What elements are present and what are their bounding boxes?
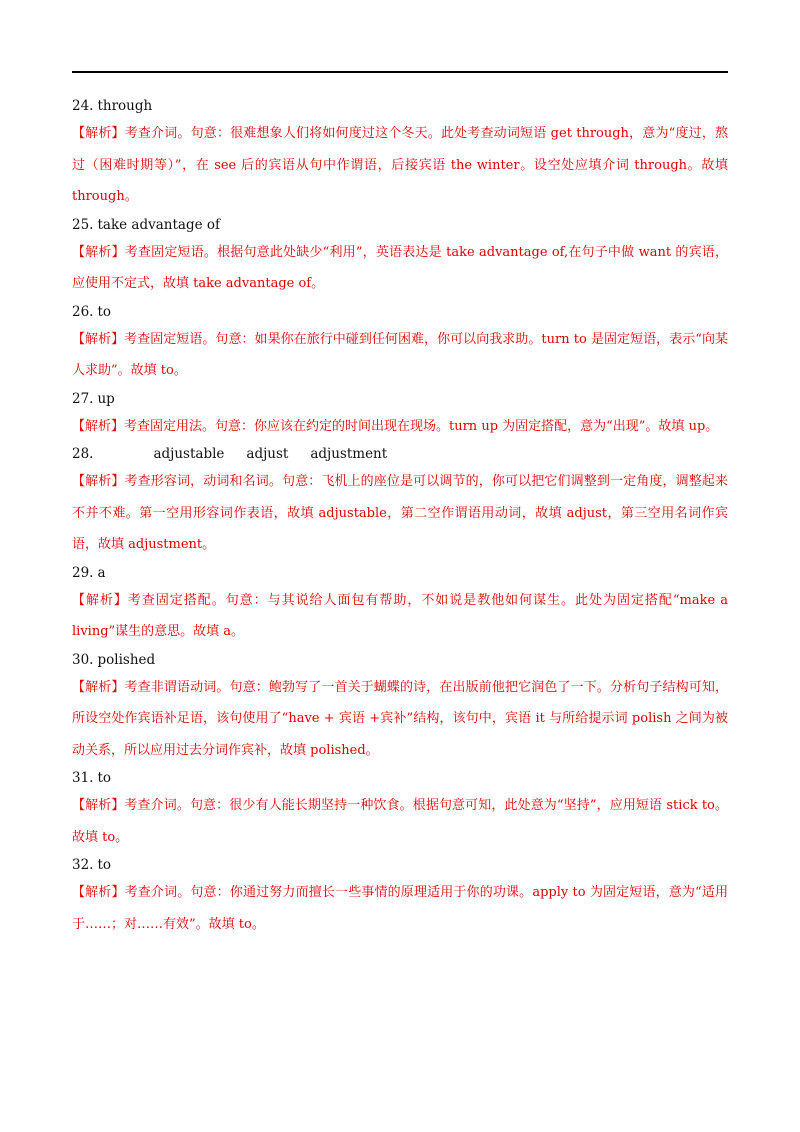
item-number: 24. bbox=[72, 98, 94, 114]
item-number: 25. bbox=[72, 216, 94, 233]
answer-line bbox=[72, 648, 728, 672]
item-number: 26. bbox=[72, 303, 94, 320]
item-number: 30. bbox=[72, 651, 94, 668]
answer-word-2: adjust bbox=[246, 446, 289, 462]
answer-line bbox=[72, 300, 728, 324]
answer-line bbox=[72, 213, 728, 237]
answer-key bbox=[72, 94, 728, 940]
header-rule bbox=[72, 71, 728, 73]
answer-line bbox=[72, 94, 728, 118]
answer-line bbox=[72, 561, 728, 585]
answer-text: through bbox=[97, 98, 153, 114]
answer-item-25 bbox=[72, 213, 728, 300]
answer-line bbox=[72, 766, 728, 790]
answer-line bbox=[72, 387, 728, 411]
answer-item-30 bbox=[72, 648, 728, 767]
answer-text: take advantage of bbox=[97, 216, 220, 233]
item-number: 28. bbox=[72, 446, 94, 462]
answer-word-1: adjustable bbox=[153, 446, 225, 462]
analysis-text: 【解析】考查非谓语动词。句意：鲍勃写了一首关于蝴蝶的诗，在出版前他把它润色了一下。分析句子结构可知，所设空处作宾语补足语，该句使用了“have + 宾语 +宾补”结构，该句中，宾语 it 与所给提示词 polish 之间为被动关系，所以应用过去分词作宾补，故填 polished。 bbox=[72, 679, 728, 758]
analysis-text: 【解析】考查介词。句意：你通过努力而擅长一些事情的原理适用于你的功课。apply to 为固定短语，意为“适用于……；对……有效”。故填 to。 bbox=[72, 885, 728, 932]
answer-item-26 bbox=[72, 300, 728, 387]
analysis-text: 【解析】考查固定搭配。句意：与其说给人面包有帮助，不如说是教他如何谋生。此处为固定搭配“make a living”谋生的意思。故填 a。 bbox=[72, 592, 728, 639]
answer-line bbox=[72, 442, 728, 466]
answer-text: a bbox=[97, 564, 106, 581]
answer-text: to bbox=[97, 770, 112, 786]
analysis-text: 【解析】考查形容词，动词和名词。句意：飞机上的座位是可以调节的，你可以把它们调整到一定角度，调整起来不并不难。第一空用形容词作表语，故填 adjustable，第二空作谓语用动词，故填 adjust，第三空用名词作宾语，故填 adjustment。 bbox=[72, 474, 728, 552]
answer-word-3: adjustment bbox=[310, 446, 388, 462]
item-number: 27. bbox=[72, 390, 94, 407]
analysis-text: 【解析】考查介词。句意：很难想象人们将如何度过这个冬天。此处考查动词短语 get through，意为“度过，熬过（困难时期等）”，在 see 后的宾语从句中作谓语，后接宾语 the winter。设空处应填介词 through。故填 through。 bbox=[72, 126, 728, 204]
answer-text: up bbox=[97, 390, 115, 407]
answer-line bbox=[72, 853, 728, 877]
item-number: 32. bbox=[72, 857, 94, 873]
analysis-text: 【解析】考查固定用法。句意：你应该在约定的时间出现在现场。turn up 为固定搭配，意为“出现”。故填 up。 bbox=[72, 418, 719, 434]
analysis-text: 【解析】考查固定短语。根据句意此处缺少“利用”，英语表达是 take advantage of,在句子中做 want 的宾语，应使用不定式，故填 take advantage of。 bbox=[72, 244, 728, 291]
answer-text: to bbox=[97, 857, 112, 873]
analysis-text: 【解析】考查介词。句意：很少有人能长期坚持一种饮食。根据句意可知，此处意为“坚持”，应用短语 stick to。故填 to。 bbox=[72, 798, 728, 845]
answer-text: polished bbox=[97, 651, 156, 668]
answer-item-27 bbox=[72, 387, 728, 443]
answer-item-31 bbox=[72, 766, 728, 853]
answer-item-32 bbox=[72, 853, 728, 940]
answer-text: to bbox=[97, 303, 112, 320]
answer-item-24 bbox=[72, 94, 728, 213]
item-number: 31. bbox=[72, 770, 94, 786]
item-number: 29. bbox=[72, 564, 94, 581]
answer-item-29 bbox=[72, 561, 728, 648]
answer-item-28 bbox=[72, 442, 728, 561]
analysis-text: 【解析】考查固定短语。句意：如果你在旅行中碰到任何困难，你可以向我求助。turn to 是固定短语，表示“向某人求助”。故填 to。 bbox=[72, 331, 728, 378]
